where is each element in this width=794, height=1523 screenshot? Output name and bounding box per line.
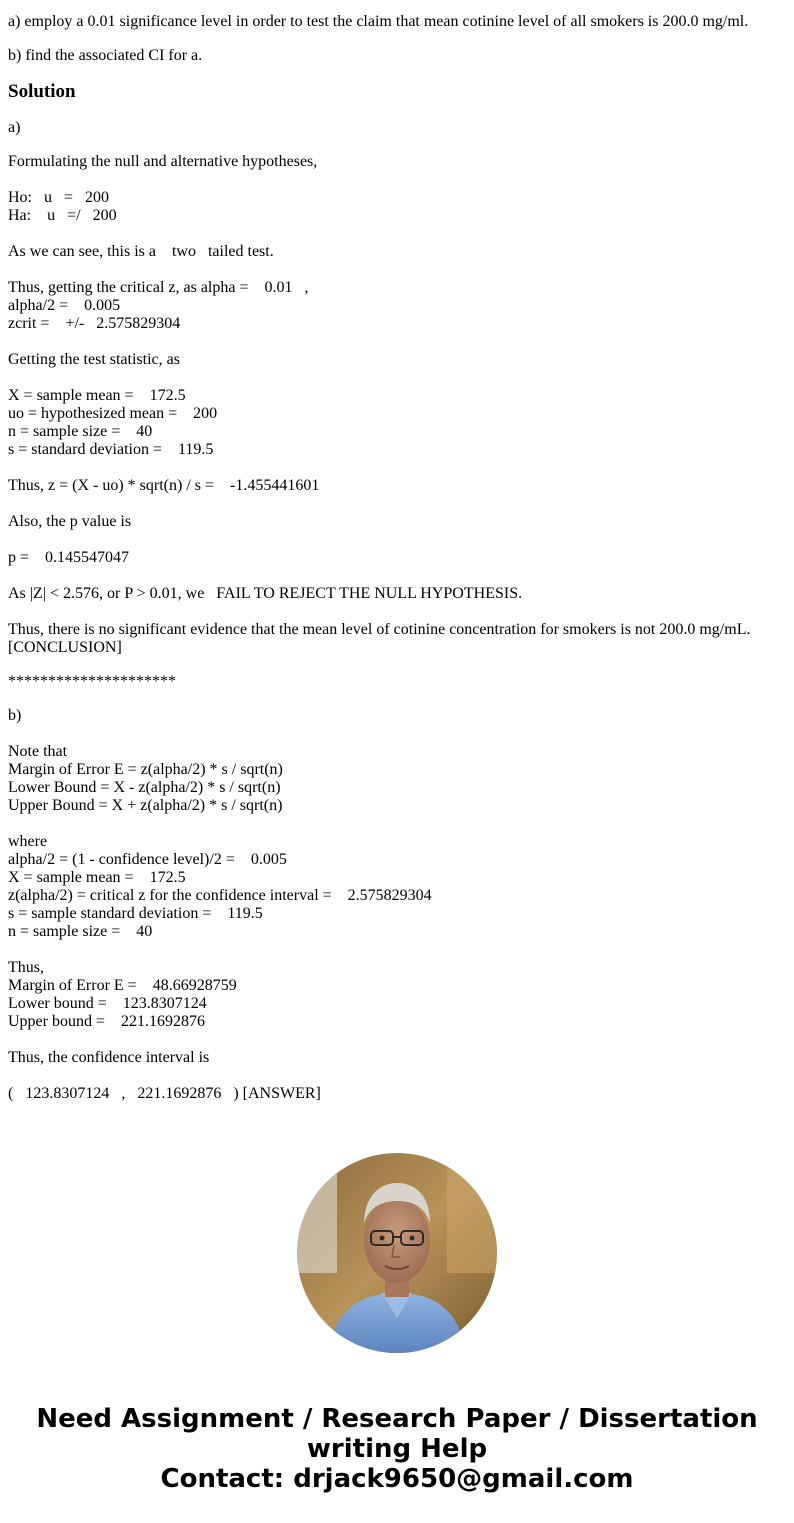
results-block bbox=[8, 959, 786, 1031]
half-alpha-line: alpha/2 = 0.005 bbox=[8, 297, 121, 314]
sample-mean-line: X = sample mean = 172.5 bbox=[8, 387, 186, 404]
upper-bound-formula: Upper Bound = X + z(alpha/2) * s / sqrt(n) bbox=[8, 797, 283, 814]
ci-intro: Thus, the confidence interval is bbox=[8, 1049, 210, 1066]
promo-contact: Contact: drjack9650@gmail.com bbox=[160, 1464, 634, 1494]
hypothesized-mean-line: uo = hypothesized mean = 200 bbox=[8, 405, 218, 422]
conclusion-text: Thus, there is no significant evidence that the mean level of cotinine concentration for smokers is not 200.0 mg/mL. bbox=[8, 621, 751, 638]
hypotheses-block bbox=[8, 189, 786, 225]
alpha-line: Thus, getting the critical z, as alpha = 0.01 , bbox=[8, 279, 309, 296]
sample-size-line: n = sample size = 40 bbox=[8, 423, 153, 440]
results-thus: Thus, bbox=[8, 959, 44, 976]
std-dev-line: s = standard deviation = 119.5 bbox=[8, 441, 214, 458]
hypotheses-intro: Formulating the null and alternative hypotheses, bbox=[8, 153, 318, 170]
where-label: where bbox=[8, 833, 48, 850]
upper-bound-result: Upper bound = 221.1692876 bbox=[8, 1013, 206, 1030]
lower-bound-result: Lower bound = 123.8307124 bbox=[8, 995, 207, 1012]
lower-bound-formula: Lower Bound = X - z(alpha/2) * s / sqrt(n) bbox=[8, 779, 281, 796]
where-critical-z: z(alpha/2) = critical z for the confidence interval = 2.575829304 bbox=[8, 887, 432, 904]
separator-stars: ********************* bbox=[8, 673, 176, 690]
conclusion-block bbox=[8, 621, 786, 657]
alternative-hypothesis: Ha: u =/ 200 bbox=[8, 207, 117, 224]
part-b-label: b) bbox=[8, 707, 22, 724]
question-part-b: b) find the associated CI for a. bbox=[8, 47, 203, 64]
null-hypothesis: Ho: u = 200 bbox=[8, 189, 110, 206]
critical-value-block bbox=[8, 279, 786, 333]
promo-line-2: writing Help bbox=[306, 1434, 488, 1464]
zcrit-line: zcrit = +/- 2.575829304 bbox=[8, 315, 181, 332]
p-value-line: p = 0.145547047 bbox=[8, 549, 130, 566]
part-a-label: a) bbox=[8, 119, 21, 136]
conclusion-tag: [CONCLUSION] bbox=[8, 639, 122, 656]
formula-note: Note that bbox=[8, 743, 68, 760]
author-avatar bbox=[297, 1153, 497, 1353]
test-stat-intro: Getting the test statistic, as bbox=[8, 351, 180, 368]
given-values-block bbox=[8, 387, 786, 459]
where-std-dev: s = sample standard deviation = 119.5 bbox=[8, 905, 263, 922]
question-part-a: a) employ a 0.01 significance level in order to test the claim that mean cotinine level of all smokers is 200.0 mg/ml. bbox=[8, 13, 749, 30]
solution-heading: Solution bbox=[8, 81, 76, 102]
z-statistic-line: Thus, z = (X - uo) * sqrt(n) / s = -1.455441601 bbox=[8, 477, 320, 494]
where-sample-mean: X = sample mean = 172.5 bbox=[8, 869, 186, 886]
promo-banner bbox=[0, 1404, 794, 1494]
tail-note: As we can see, this is a two tailed test. bbox=[8, 243, 274, 260]
where-half-alpha: alpha/2 = (1 - confidence level)/2 = 0.005 bbox=[8, 851, 287, 868]
margin-formula: Margin of Error E = z(alpha/2) * s / sqrt(n) bbox=[8, 761, 283, 778]
where-block bbox=[8, 833, 786, 941]
p-value-intro: Also, the p value is bbox=[8, 513, 132, 530]
decision-line: As |Z| < 2.576, or P > 0.01, we FAIL TO REJECT THE NULL HYPOTHESIS. bbox=[8, 585, 523, 602]
formulas-block bbox=[8, 743, 786, 815]
ci-answer: ( 123.8307124 , 221.1692876 ) [ANSWER] bbox=[8, 1085, 321, 1102]
promo-line-1: Need Assignment / Research Paper / Dissertation bbox=[36, 1404, 758, 1434]
where-sample-size: n = sample size = 40 bbox=[8, 923, 153, 940]
margin-of-error-result: Margin of Error E = 48.66928759 bbox=[8, 977, 237, 994]
avatar-portrait bbox=[297, 1153, 497, 1353]
